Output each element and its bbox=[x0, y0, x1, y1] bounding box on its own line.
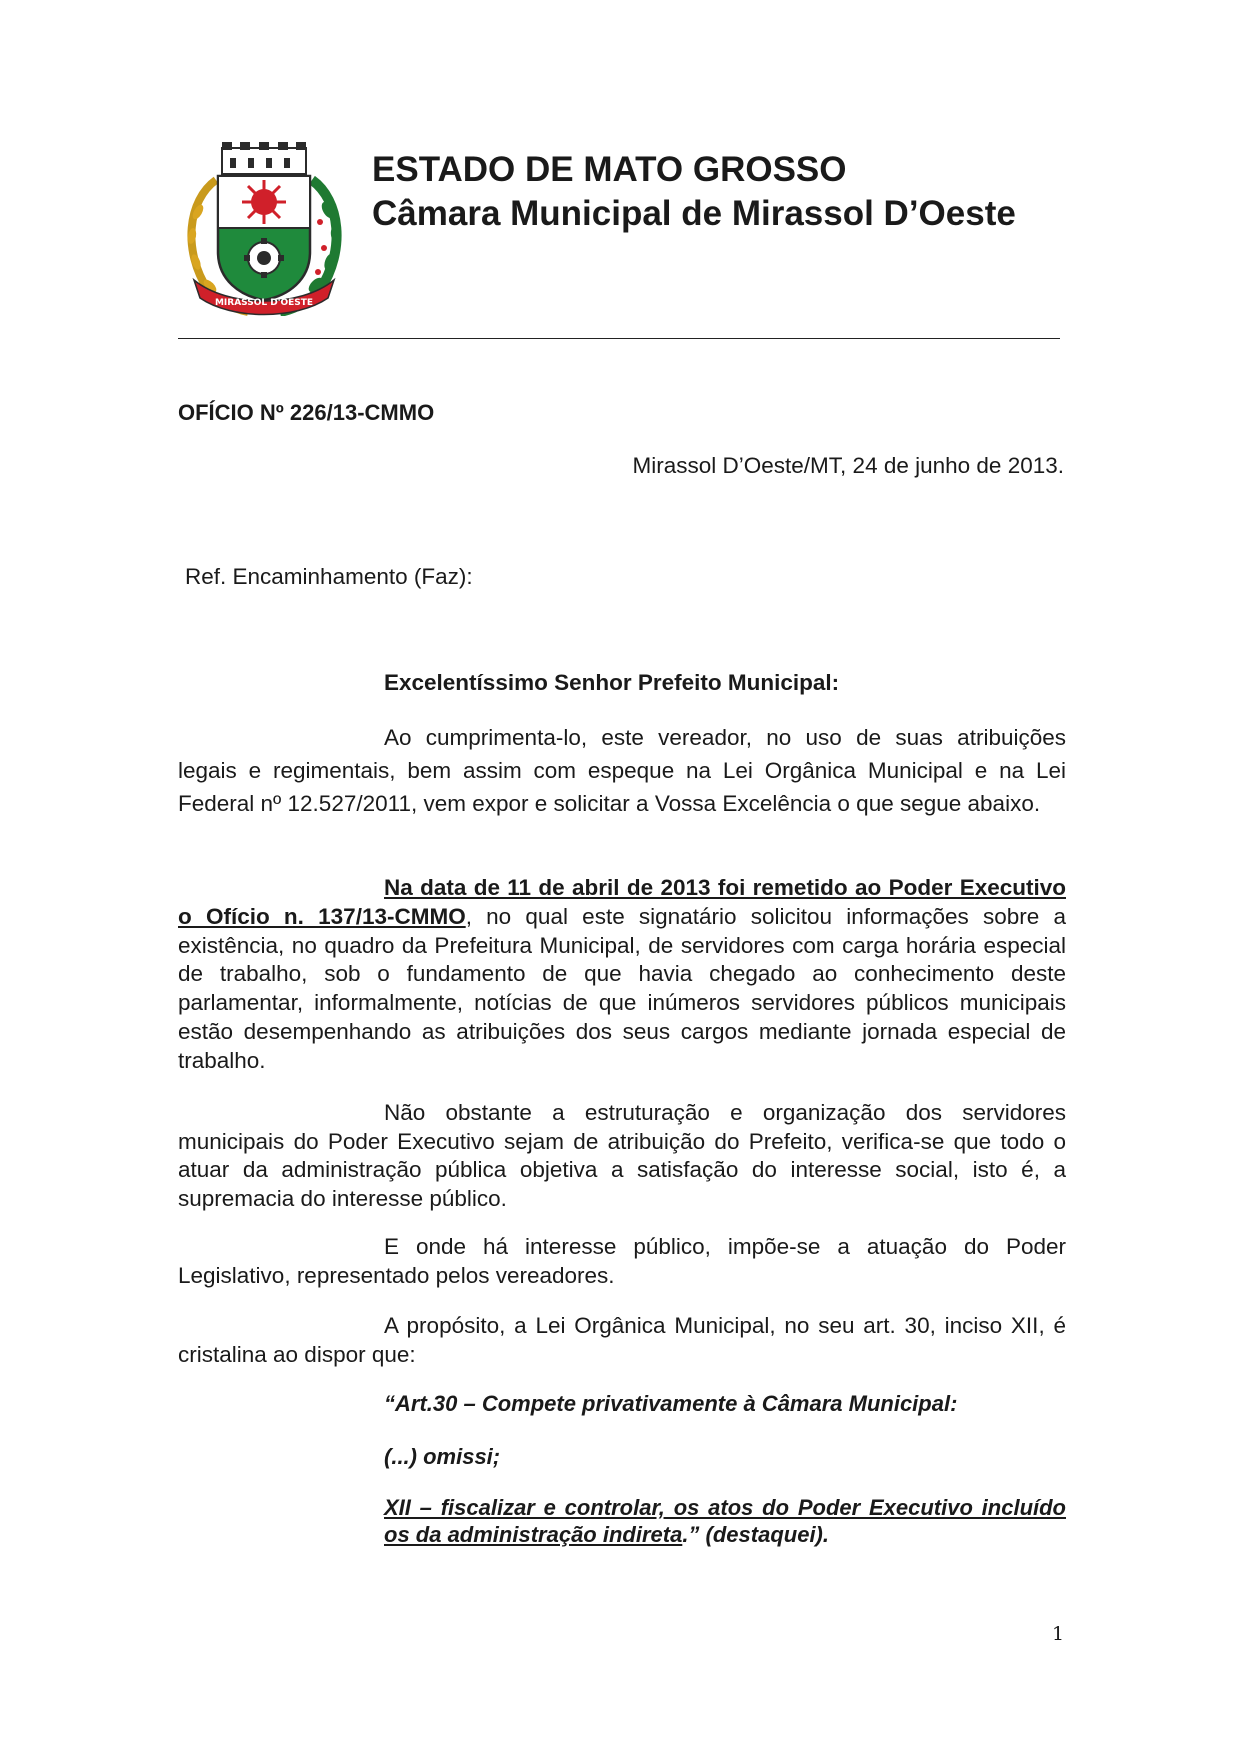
quote-tail: .” (destaquei). bbox=[682, 1522, 829, 1547]
paragraph-2-text: , no qual este signatário solicitou informações sobre a existência, no quadro da Prefeitura Municipal, de servidores com carga horária especial de trabalho, sob o fundamento de que havia chegado ao conhecimento deste parlamentar, informalmente, notícias de que inúmeros servidores públicos municipais estão desempenhando as atribuições dos seus cargos mediante jornada especial de trabalho. bbox=[178, 903, 1066, 1073]
coat-of-arms-icon bbox=[178, 140, 350, 316]
header-divider bbox=[178, 338, 1060, 339]
header-chamber: Câmara Municipal de Mirassol D’Oeste bbox=[372, 194, 1016, 233]
date-line: Mirassol D’Oeste/MT, 24 de junho de 2013. bbox=[632, 453, 1064, 478]
paragraph-1: Ao cumprimenta-lo, este vereador, no uso de suas atribuições legais e regimentais, bem assim com espeque na Lei Orgânica Municipal e na Lei Federal nº 12.527/2011, vem expor e solicitar a Vossa Excelência o que segue abaixo. bbox=[178, 725, 1066, 816]
salutation: Excelentíssimo Senhor Prefeito Municipal: bbox=[384, 670, 840, 695]
reference-line: Ref. Encaminhamento (Faz): bbox=[185, 564, 473, 589]
header-state: ESTADO DE MATO GROSSO bbox=[372, 150, 847, 189]
paragraph-3: Não obstante a estruturação e organização dos servidores municipais do Poder Executivo sejam de atribuição do Prefeito, verifica-se que todo o atuar da administração pública objetiva a satisfação do interesse social, isto é, a supremacia do interesse público. bbox=[178, 1100, 1066, 1211]
quote-line-3 bbox=[384, 1494, 1066, 1548]
paragraph-5: A propósito, a Lei Orgânica Municipal, no seu art. 30, inciso XII, é cristalina ao dispor que: bbox=[178, 1313, 1066, 1367]
crest-banner-text: MIRASSOL D'OESTE bbox=[214, 298, 314, 308]
page-number: 1 bbox=[1052, 1623, 1065, 1645]
paragraph-2 bbox=[178, 874, 1066, 1076]
document-number: OFÍCIO Nº 226/13-CMMO bbox=[178, 400, 435, 425]
paragraph-2-emphasis: Na data de 11 de abril de 2013 foi remetido ao Poder Executivo o Ofício n. 137/13-CMMO bbox=[178, 875, 1066, 929]
quote-line-2: (...) omissi; bbox=[384, 1444, 501, 1469]
paragraph-4: E onde há interesse público, impõe-se a atuação do Poder Legislativo, representado pelos vereadores. bbox=[178, 1234, 1066, 1288]
quote-emphasis: XII – fiscalizar e controlar, os atos do Poder Executivo incluído os da administração indireta bbox=[384, 1495, 1066, 1547]
quote-line-1: “Art.30 – Compete privativamente à Câmara Municipal: bbox=[384, 1391, 958, 1416]
